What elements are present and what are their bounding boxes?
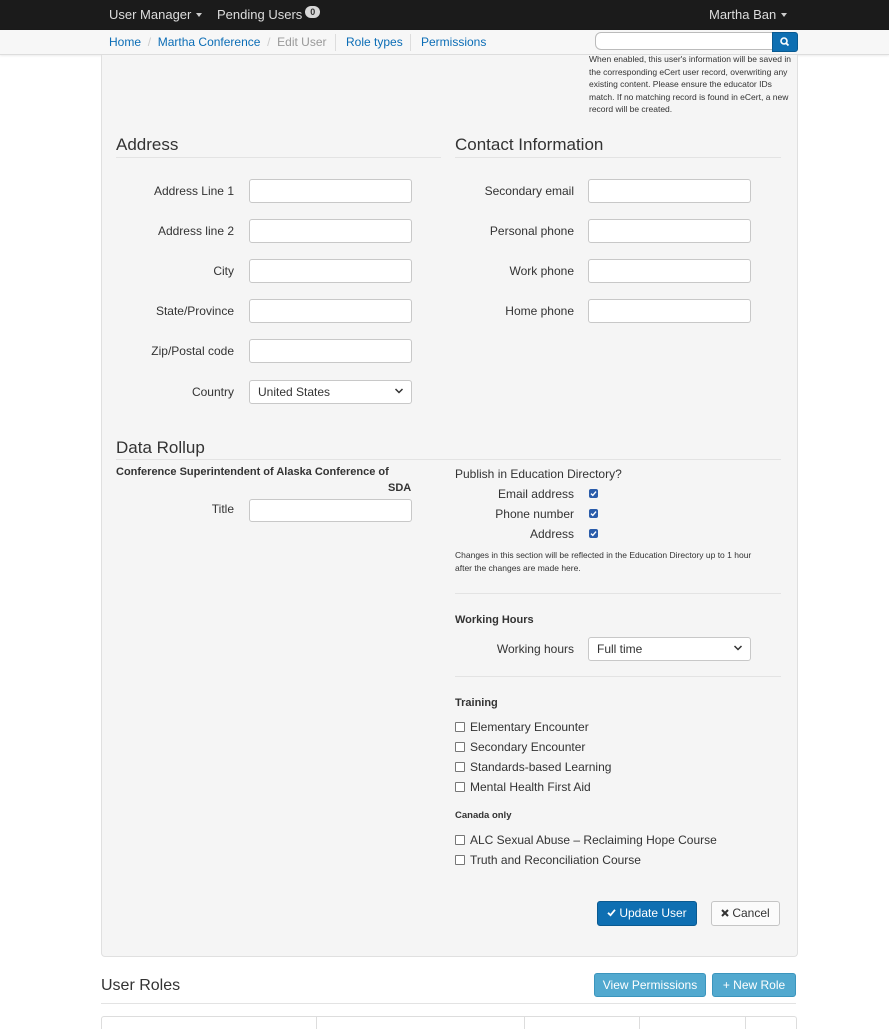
view-permissions-button[interactable]: View Permissions bbox=[594, 973, 706, 997]
section-divider bbox=[455, 676, 781, 677]
breadcrumb-home[interactable]: Home bbox=[109, 35, 142, 49]
ecert-sync-note: When enabled, this user's information will be saved in the corresponding eCert user record, overwriting any existing content. Please ensure the educator IDs match. If no matching record is found in eCert, a new record will be created. bbox=[589, 54, 791, 114]
personal-phone-input[interactable] bbox=[588, 219, 751, 243]
current-user-label: Martha Ban bbox=[709, 7, 777, 22]
standards-based-learning-label: Standards-based Learning bbox=[470, 760, 612, 774]
alc-course-checkbox[interactable] bbox=[455, 835, 465, 845]
city-label: City bbox=[213, 264, 234, 278]
chevron-down-icon bbox=[733, 643, 743, 653]
title-label: Title bbox=[211, 502, 234, 516]
mental-health-first-aid-label: Mental Health First Aid bbox=[470, 780, 591, 794]
address-line2-input[interactable] bbox=[249, 219, 412, 243]
address-line1-input[interactable] bbox=[249, 179, 412, 203]
breadcrumb-separator: / bbox=[263, 35, 274, 49]
cancel-button[interactable] bbox=[711, 901, 780, 926]
working-hours-select[interactable] bbox=[588, 637, 751, 661]
new-role-button[interactable]: + New Role bbox=[712, 973, 796, 997]
directory-note-line1: Changes in this section will be reflected in the Education Directory up to 1 hour bbox=[455, 550, 752, 560]
country-label: Country bbox=[191, 385, 234, 399]
table-column-divider bbox=[745, 1017, 746, 1029]
search-input[interactable] bbox=[595, 32, 773, 50]
user-manager-label: User Manager bbox=[109, 7, 192, 22]
nav-divider bbox=[335, 34, 336, 51]
caret-down-icon bbox=[196, 13, 202, 17]
working-hours-heading: Working Hours bbox=[455, 614, 534, 626]
alc-course-label: ALC Sexual Abuse – Reclaiming Hope Course bbox=[470, 833, 717, 847]
section-divider bbox=[455, 157, 781, 158]
role-types-link[interactable]: Role types bbox=[346, 35, 403, 49]
secondary-email-label: Secondary email bbox=[484, 184, 574, 198]
phone-number-checkbox[interactable] bbox=[589, 509, 598, 518]
update-user-label: Update User bbox=[619, 906, 687, 920]
table-column-divider bbox=[524, 1017, 525, 1029]
directory-note-line2: after the changes are made here. bbox=[455, 563, 581, 573]
truth-reconciliation-label: Truth and Reconciliation Course bbox=[470, 853, 641, 867]
section-divider bbox=[116, 459, 781, 460]
section-divider bbox=[101, 1003, 796, 1004]
section-divider bbox=[455, 593, 781, 594]
secondary-encounter-label: Secondary Encounter bbox=[470, 740, 586, 754]
breadcrumb-current: Edit User bbox=[277, 35, 327, 49]
section-divider bbox=[116, 157, 441, 158]
check-icon bbox=[607, 908, 616, 917]
user-roles-heading: User Roles bbox=[101, 977, 181, 994]
check-icon bbox=[590, 490, 597, 497]
breadcrumb bbox=[109, 35, 327, 49]
canada-only-heading: Canada only bbox=[455, 810, 512, 821]
user-account-menu[interactable] bbox=[709, 7, 787, 22]
table-column-divider bbox=[639, 1017, 640, 1029]
mental-health-first-aid-checkbox[interactable] bbox=[455, 782, 465, 792]
data-rollup-heading: Data Rollup bbox=[116, 438, 205, 457]
zip-label: Zip/Postal code bbox=[151, 344, 234, 358]
elementary-encounter-label: Elementary Encounter bbox=[470, 720, 589, 734]
address-line2-label: Address line 2 bbox=[157, 224, 234, 238]
state-input[interactable] bbox=[249, 299, 412, 323]
phone-number-option-label: Phone number bbox=[495, 507, 574, 521]
top-navbar bbox=[0, 0, 889, 30]
address-heading: Address bbox=[116, 135, 179, 154]
work-phone-label: Work phone bbox=[509, 264, 574, 278]
breadcrumb-conference[interactable]: Martha Conference bbox=[157, 35, 261, 49]
training-heading: Training bbox=[455, 697, 498, 709]
close-icon bbox=[721, 909, 729, 917]
elementary-encounter-checkbox[interactable] bbox=[455, 722, 465, 732]
breadcrumb-separator: / bbox=[144, 35, 155, 49]
table-column-divider bbox=[316, 1017, 317, 1029]
role-description-cont: SDA bbox=[388, 482, 412, 494]
address-line1-label: Address Line 1 bbox=[153, 184, 234, 198]
role-description: Conference Superintendent of Alaska Conference of bbox=[116, 466, 389, 478]
truth-reconciliation-checkbox[interactable] bbox=[455, 855, 465, 865]
secondary-encounter-checkbox[interactable] bbox=[455, 742, 465, 752]
user-manager-menu[interactable] bbox=[109, 7, 202, 22]
country-value: United States bbox=[258, 385, 331, 399]
secondary-email-input[interactable] bbox=[588, 179, 751, 203]
working-hours-label: Working hours bbox=[496, 642, 574, 656]
search-button[interactable] bbox=[772, 32, 798, 52]
cancel-label: Cancel bbox=[732, 906, 770, 920]
update-user-button[interactable] bbox=[597, 901, 697, 926]
state-label: State/Province bbox=[155, 304, 234, 318]
zip-input[interactable] bbox=[249, 339, 412, 363]
working-hours-value: Full time bbox=[597, 642, 643, 656]
city-input[interactable] bbox=[249, 259, 412, 283]
contact-heading: Contact Information bbox=[455, 135, 604, 154]
home-phone-label: Home phone bbox=[505, 304, 574, 318]
country-select[interactable] bbox=[249, 380, 412, 404]
home-phone-input[interactable] bbox=[588, 299, 751, 323]
pending-users-label: Pending Users bbox=[217, 7, 303, 22]
directory-question: Publish in Education Directory? bbox=[455, 467, 622, 481]
directory-note bbox=[455, 549, 751, 575]
nav-divider bbox=[410, 34, 411, 51]
search-icon bbox=[773, 33, 797, 51]
personal-phone-label: Personal phone bbox=[489, 224, 574, 238]
chevron-down-icon bbox=[394, 386, 404, 396]
standards-based-learning-checkbox[interactable] bbox=[455, 762, 465, 772]
pending-users-link[interactable] bbox=[217, 7, 320, 22]
email-address-option-label: Email address bbox=[497, 487, 574, 501]
work-phone-input[interactable] bbox=[588, 259, 751, 283]
address-option-label: Address bbox=[529, 527, 574, 541]
check-icon bbox=[590, 510, 597, 517]
caret-down-icon bbox=[781, 13, 787, 17]
title-input[interactable] bbox=[249, 499, 412, 522]
address-checkbox[interactable] bbox=[589, 529, 598, 538]
permissions-link[interactable]: Permissions bbox=[421, 35, 487, 49]
roles-table bbox=[101, 1016, 797, 1029]
pending-count-badge: 0 bbox=[305, 6, 320, 18]
email-address-checkbox[interactable] bbox=[589, 489, 598, 498]
check-icon bbox=[590, 530, 597, 537]
